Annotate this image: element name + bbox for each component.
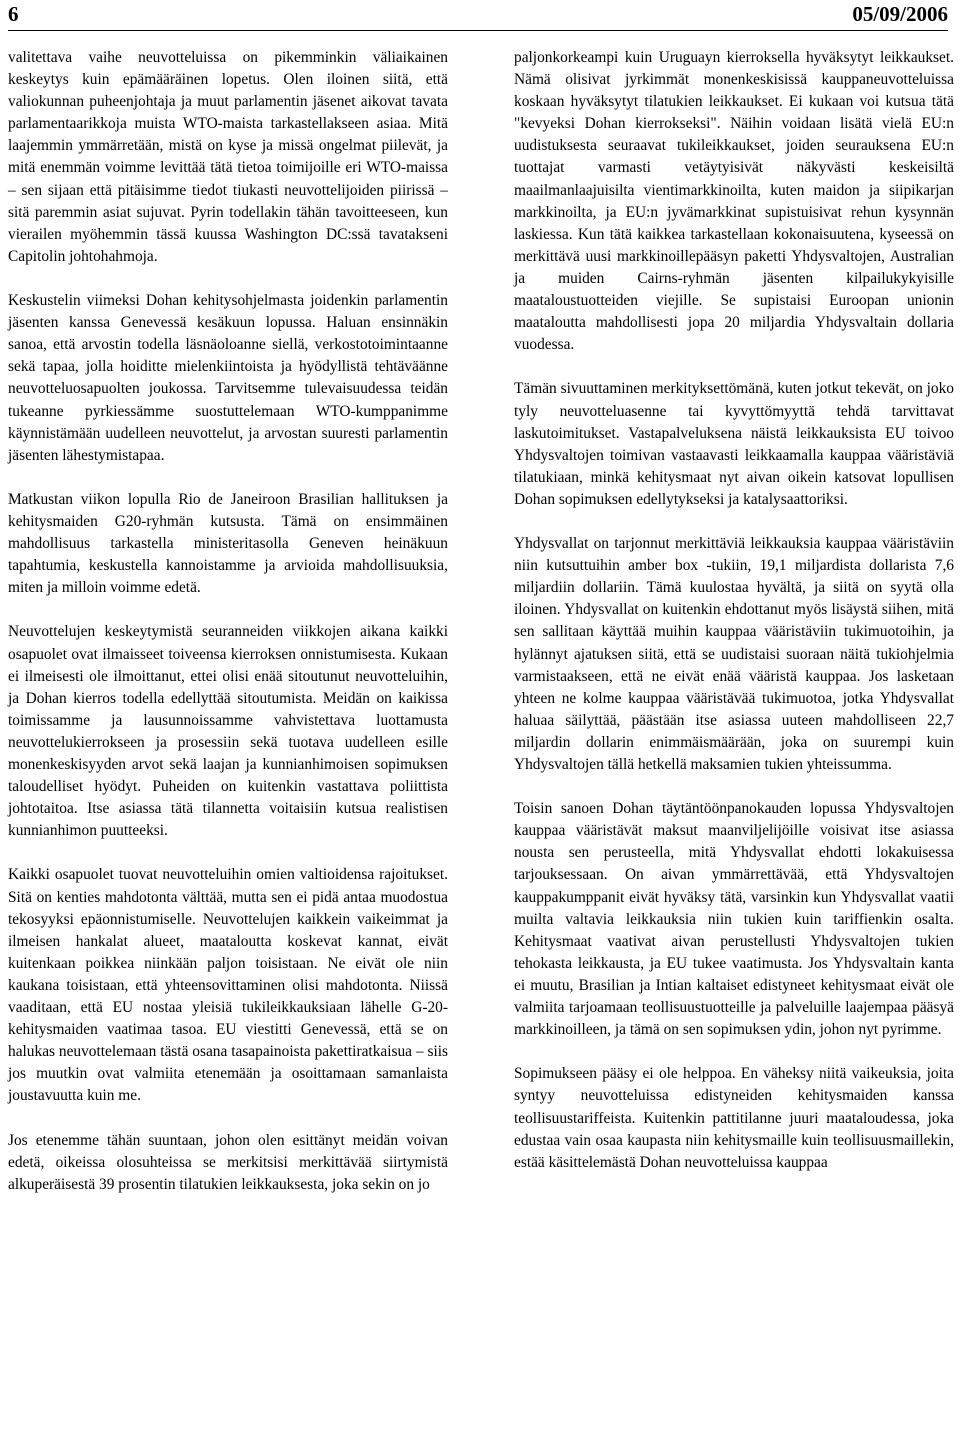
paragraph: Matkustan viikon lopulla Rio de Janeiroon Brasilian hallituksen ja kehitysmaiden G20-ryhmän kutsusta. Tämä on ensimmäinen mahdollisuus tarkastella ministeritasolla Geneven heinäkuun tapahtumia, keskustella kannoistamme ja arvioida mahdollisuuksia, miten ja milloin voimme edetä.: [8, 490, 448, 597]
paragraph: paljonkorkeampi kuin Uruguayn kierroksella hyväksytyt leikkaukset. Nämä olisivat jyrkimmät monenkeskisissä kauppaneuvotteluissa koskaan hyväksytyt tilatukien leikkaukset. Ei kukaan voi kutsua tätä "kevyeksi Dohan kierrokseksi". Näihin voidaan lisätä vielä EU:n uudistuksesta seuraavat tukileikkaukset, joiden seurauksena EU:n tuottajat varmasti vetäytyisivät näkyvästi keskeisiltä maailmanlaajuisilta vientimarkkinoilta, kuten maidon ja siipikarjan markkinoilta, ja EU:n jyvämarkkinat supistuisivat rehun kysynnän laskiessa. Kun tätä kaikkea tarkastellaan kokonaisuutena, kyseessä on merkittävä uusi markkinoillepääsyn paketti Yhdysvaltojen, Australian ja muiden Cairns-ryhmän jäsenten kilpailukykyisille maataloustuotteiden viejille. Se supistaisi Euroopan unionin maataloutta mahdollisesti jopa 20 miljardia Yhdysvaltain dollaria vuodessa.: [514, 49, 954, 354]
right-column: [514, 47, 954, 1174]
page-date: 05/09/2006: [852, 2, 948, 26]
paragraph: Keskustelin viimeksi Dohan kehitysohjelmasta joidenkin parlamentin jäsenten kanssa Genevessä kesäkuun lopussa. Haluan ensinnäkin sanoa, että arvostin todella läsnäoloanne siellä, verkostotoimintaanne sekä tapaa, jolla hoiditte mielenkiintoista ja hyödyllistä tehtäväänne neuvotteluosapuolten joukossa. Tarvitsemme tulevaisuudessa teidän tukeanne pyrkiessämme suostuttelemaan WTO-kumppanimme käynnistämään uudelleen neuvottelut, ja arvostan suuresti parlamentin jäsenten lähestymistapaa.: [8, 292, 448, 464]
paragraph: Yhdysvallat on tarjonnut merkittäviä leikkauksia kauppaa vääristäviin niin kutsuttuihin amber box -tukiin, 19,1 miljardista dollarista 7,6 miljardiin dollariin. Tämä kuulostaa hyvältä, ja siitä on syytä olla iloinen. Yhdysvallat on kuitenkin ehdottanut myös lisäystä siihen, mitä sen sallitaan käyttää muihin kauppaa vääristäviin tukimuotoihin, ja hylännyt ajatuksen siitä, että se uudistaisi suoraan näitä tukiohjelmia varmistaakseen, että ne eivät enää vääristä kauppaa. Jos lasketaan yhteen ne kolme kauppaa vääristävää tukimuotoa, jotka Yhdysvallat haluaa säilyttää, päästään itse asiassa uuteen mahdolliseen 22,7 miljardin dollarin enimmäismäärään, joka on suurempi kuin Yhdysvaltojen tällä hetkellä maksamien tukien yhteissumma.: [514, 535, 954, 773]
paragraph: valitettava vaihe neuvotteluissa on pikemminkin väliaikainen keskeytys kuin epämääräinen lopetus. Olen iloinen siitä, että valiokunnan puheenjohtaja ja muut parlamentin jäsenet aikovat tavata parlamentaarikkoja muista WTO-maista tarkastellakseen asiaa. Mitä laajemmin ymmärretään, mistä on kyse ja missä ongelmat piilevät, ja mitä enemmän voimme levittää tätä tietoa toimijoille eri WTO-maissa – sen sijaan että pitäisimme tiedot tiukasti neuvottelijoiden piirissä – sitä paremmin asiat sujuvat. Pyrin todellakin tähän tavoitteeseen, kun vierailen myöhemmin tässä kuussa Washington DC:ssä tavatakseni Capitolin johtohahmoja.: [8, 49, 448, 265]
paragraph: Neuvottelujen keskeytymistä seuranneiden viikkojen aikana kaikki osapuolet ovat ilmaisseet toiveensa kierroksen onnistumisesta. Kukaan ei ilmeisesti ole ilmoittanut, ettei olisi enää sitoutunut neuvotteluihin, ja Dohan kierros todella edellyttää sitoutumista. Meidän on kaikissa toimissamme ja lausunnoissamme vahvistettava luottamusta neuvottelukierrokseen ja prosessiin sekä tuotava uudelleen esille monenkeskisyyden arvot sekä laajan ja kunnianhimoisen sopimuksen taloudelliset hyödyt. Puheiden on kuitenkin vastattava poliittista johtotaitoa. Itse asiassa tätä tilannetta voitaisiin kutsua realistisen kunnianhimon puutteeksi.: [8, 623, 448, 840]
paragraph: Kaikki osapuolet tuovat neuvotteluihin omien valtioidensa rajoitukset. Sitä on kenties mahdotonta välttää, mutta sen ei pidä antaa muodostua tekosyyksi epäonnistumiselle. Neuvottelujen kaikkein vaikeimmat ja ilmeisen hankalat alueet, maataloutta koskevat kannat, eivät kuitenkaan poikkea niinkään paljon toisistaan. Ne eivät ole niin kaukana toisistaan, että yhteensovittaminen olisi mahdotonta. Niissä vaaditaan, että EU nostaa yleisiä tukileikkauksiaan lähelle G-20-kehitysmaiden vaatimaa tasoa. EU viestitti Genevessä, että se on halukas neuvottelemaan tästä osana tasapainoista pakettiratkaisua – siis jos muutkin ovat valmiita etenemään ja osoittamaan samanlaista joustavuutta kuin me.: [8, 866, 448, 1105]
paragraph: Toisin sanoen Dohan täytäntöönpanokauden lopussa Yhdysvaltojen kauppaa vääristävät maksut maanviljelijöille voisivat itse asiassa nousta sen perusteella, mitä Yhdysvallat ehdotti lokakuisessa tarjouksessaan. On aivan ymmärrettävää, että Yhdysvaltojen kauppakumppanit eivät hyväksy tätä, varsinkin kun Yhdysvallat vaatii muilta valtavia leikkauksia niin tukien kuin tariffienkin osalta. Kehitysmaat vaativat aivan perustellusti Yhdysvaltojen tukien tehokasta leikkausta, ja EU tukee vaatimusta. Jos Yhdysvaltain kanta ei muutu, Brasilian ja Intian kaltaiset edistyneet kehitysmaat eivät ole valmiita tarjoamaan teollisuustuotteille ja palveluille laajempaa pääsyä markkinoilleen, ja tämä on sen sopimuksen ydin, johon nyt pyrimme.: [514, 800, 954, 1039]
page-header: [8, 0, 948, 31]
paragraph: Sopimukseen pääsy ei ole helppoa. En väheksy niitä vaikeuksia, joita syntyy neuvotteluissa edistyneiden kehitysmaiden kanssa teollisuustariffeista. Kuitenkin pattitilanne juuri maataloudessa, joka edustaa vain osaa kaupasta niin kehitysmaille kuin teollisuusmaillekin, estää käsittelemästä Dohan neuvotteluissa kauppaa: [514, 1065, 954, 1171]
paragraph: Jos etenemme tähän suuntaan, johon olen esittänyt meidän voivan edetä, oikeissa olosuhteissa se merkitsisi merkittävää siirtymistä alkuperäisestä 39 prosentin tilatukien leikkauksesta, joka sekin on jo: [8, 1131, 448, 1193]
left-column: [8, 47, 448, 1196]
page-number: 6: [8, 2, 19, 26]
paragraph: Tämän sivuuttaminen merkityksettömänä, kuten jotkut tekevät, on joko tyly neuvotteluasenne tai kyvyttömyyttä tehdä tarvittavat laskutoimitukset. Vastapalveluksena näistä leikkauksista EU toivoo Yhdysvaltojen toimivan vastaavasti leikkaamalla kauppaa vääristäviä tilatukiaan, minkä kehitysmaat nyt aivan oikein katsovat lopullisen Dohan sopimuksen edellytykseksi ja katalysaattoriksi.: [514, 380, 954, 508]
